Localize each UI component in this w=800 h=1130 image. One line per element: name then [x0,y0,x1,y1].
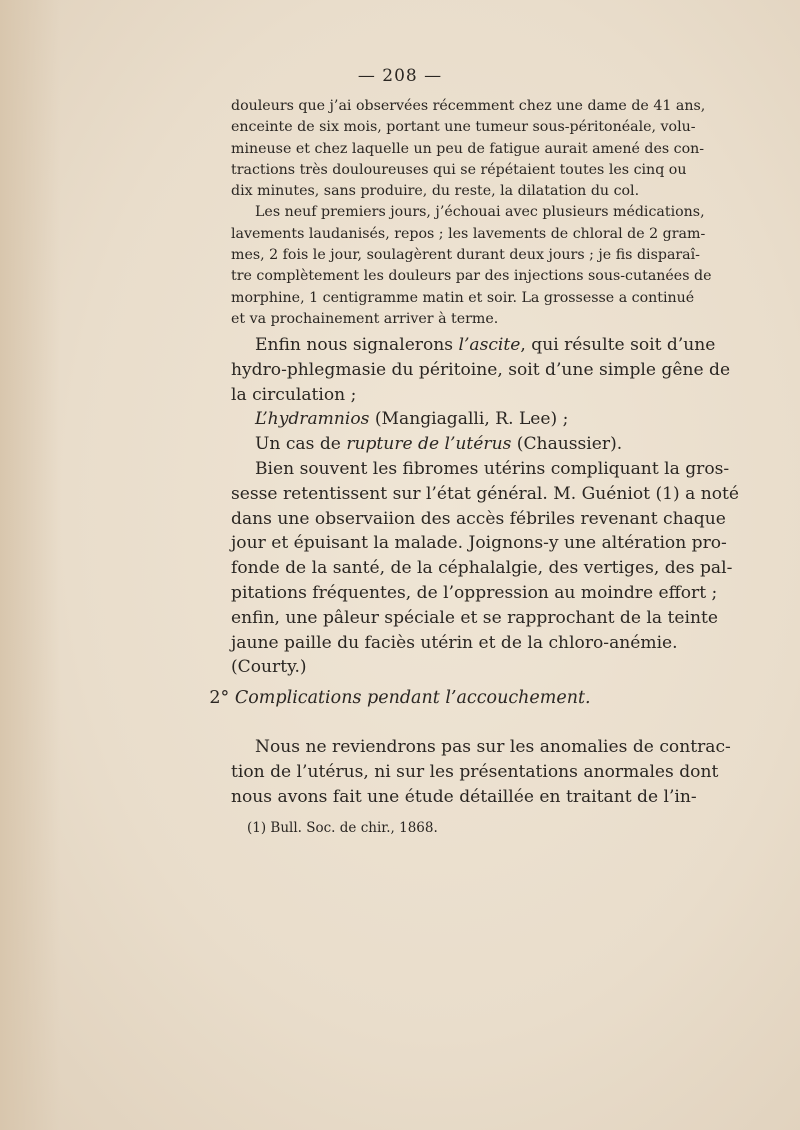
footnote: (1) Bull. Soc. de chir., 1868. [247,820,438,836]
section-heading [0,688,800,708]
text-line: Nous ne reviendrons pas sur les anomalies de contrac- [255,737,731,757]
page-number: — 208 — [357,66,443,86]
small-print-paragraph [231,96,712,330]
italic-term: l’ascite [458,335,521,355]
text-line: lavements laudanisés, repos ; les lavements de chloral de 2 gram- [231,225,706,242]
text-line: jaune paille du faciès utérin et de la chloro-anémie. [231,632,678,653]
text-line: enfin, une pâleur spéciale et se rapprochant de la teinte [231,607,718,628]
text-line: mineuse et chez laquelle un peu de fatigue aurait amené des con- [231,140,705,157]
text-line: dans une observaiion des accès fébriles revenant chaque [231,508,726,529]
text-line: hydro-phlegmasie du péritoine, soit d’une simple gêne de [231,359,731,380]
page-edge-shadow [0,0,60,1130]
text-line: Les neuf premiers jours, j’échouai avec plusieurs médications, [255,204,705,221]
text-span: (Chaussier). [511,434,623,455]
text-line: nous avons fait une étude détaillée en traitant de l’in- [231,786,697,807]
section-number: 2° [209,688,230,708]
text-line: morphine, 1 centigramme matin et soir. La grossesse a continué [231,289,695,306]
text-line: pitations fréquentes, de l’oppression au moindre effort ; [231,582,718,603]
text-line: tion de l’utérus, ni sur les présentations anormales dont [231,761,719,782]
text-line [231,333,716,358]
text-line: enceinte de six mois, portant une tumeur sous-péritonéale, volu- [231,119,696,136]
text-line: mes, 2 fois le jour, soulagèrent durant deux jours ; je fis disparaî- [231,247,700,264]
text-line: fonde de la santé, de la céphalalgie, des vertiges, des pal- [231,558,733,579]
text-line: dix minutes, sans produire, du reste, la dilatation du col. [231,183,640,200]
italic-term: L’hydramnios [255,409,370,430]
main-paragraph [231,333,739,680]
section-title: Complications pendant l’accouchement. [234,688,591,708]
text-line: (Courty.) [231,657,307,678]
text-line: Bien souvent les fibromes utérins compliquant la gros- [255,458,730,479]
text-span: Un cas de [255,434,347,455]
text-span: (Mangiagalli, R. Lee) ; [369,409,569,430]
text-line: douleurs que j’ai observées récemment chez une dame de 41 ans, [231,98,706,114]
section-paragraph [231,735,731,809]
text-line: et va prochainement arriver à terme. [231,310,499,327]
text-line: jour et épuisant la malade. Joignons-y une altération pro- [231,533,727,554]
text-line [231,407,707,432]
text-span: Enfin nous signalerons [255,335,459,355]
text-span: , qui résulte soit d’une [520,335,716,355]
text-line: tractions très douloureuses qui se répétaient toutes les cinq ou [231,161,687,178]
italic-term: rupture de l’utérus [346,434,512,455]
text-line [231,432,707,457]
text-line: tre complètement les douleurs par des injections sous-cutanées de [231,268,712,285]
text-line: sesse retentissent sur l’état général. M. Guéniot (1) a noté [231,483,739,504]
text-line: la circulation ; [231,384,357,405]
